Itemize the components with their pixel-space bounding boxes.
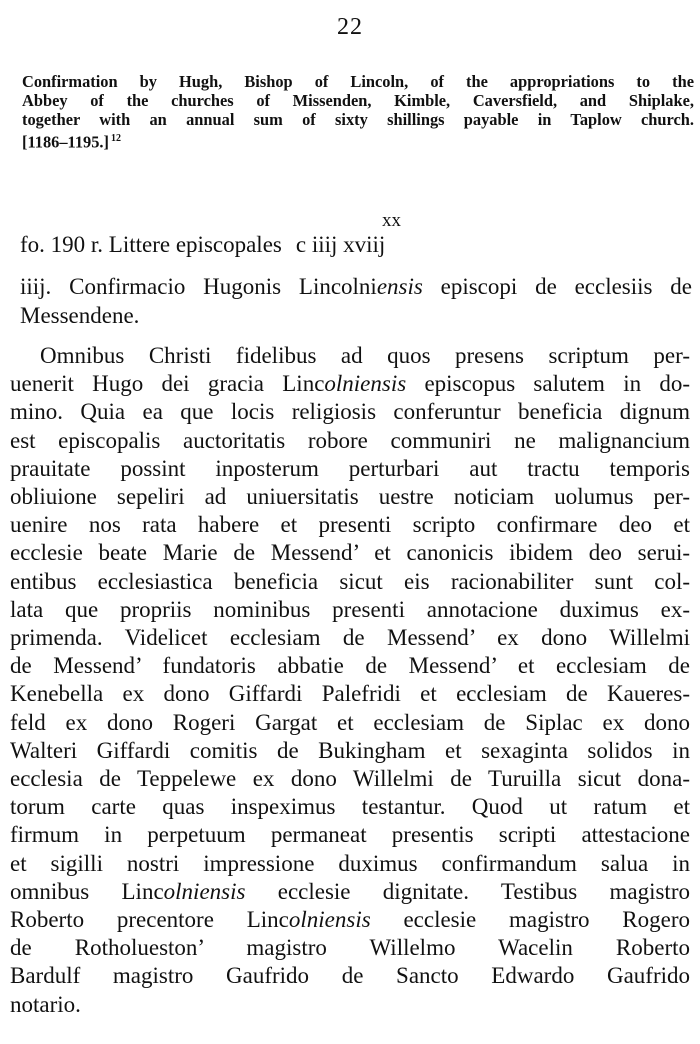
text-span: Roberto precentore Linc [10, 907, 289, 933]
heading-text: episcopi de ecclesiis de [422, 274, 692, 299]
text-span: uenerit Hugo dei gracia Linc [10, 371, 325, 397]
heading-text: iiij. Confirmacio Hugonis Lincolni [20, 274, 377, 299]
footnote-reference: 12 [110, 133, 121, 144]
text-line: Kenebella ex dono Giffardi Palefridi et ecclesiam de Kaueres- [10, 681, 690, 707]
text-line: uenire nos rata habere et presenti scripto confirmare deo et [10, 512, 690, 538]
text-italic: olniensis [324, 371, 407, 397]
text-line: ecclesie beate Marie de Messend’ et canonicis ibidem deo serui- [10, 540, 690, 566]
text-line: de Rotholueston’ magistro Willelmo Wacelin Roberto [10, 935, 690, 961]
text-line [10, 906, 690, 934]
text-line: Walteri Giffardi comitis de Bukingham et sexaginta solidos in [10, 737, 690, 763]
text-span: episcopus salutem in do- [406, 371, 690, 397]
text-line: primenda. Videlicet ecclesiam de Messend’ ex dono Willelmi [10, 625, 690, 651]
text-line: ecclesia de Teppelewe ex dono Willelmi de Turuilla sicut dona- [10, 766, 690, 792]
charter-summary [22, 72, 694, 151]
summary-line: Abbey of the churches of Missenden, Kimble, Caversfield, and Shiplake, [22, 91, 694, 110]
summary-line: together with an annual sum of sixty shillings payable in Taplow church. [22, 110, 694, 129]
page-number: 22 [337, 14, 363, 40]
folio-reference [20, 232, 385, 258]
heading-italic: ensis [376, 274, 423, 299]
text-italic: olniensis [163, 878, 246, 904]
text-line: torum carte quas inspeximus testantur. Quod ut ratum et [10, 794, 690, 820]
folio-label: fo. 190 r. Littere episcopales [20, 232, 282, 257]
text-line: de Messend’ fundatoris abbatie de Messend’ et ecclesiam de [10, 653, 690, 679]
text-span: ecclesie dignitate. Testibus magistro [245, 878, 690, 904]
text-span: ecclesie magistro Rogero [370, 907, 690, 933]
text-line: et sigilli nostri impressione duximus confirmandum salua in [10, 850, 690, 876]
text-line: prauitate possint inposterum perturbari aut tractu temporis [10, 455, 690, 481]
text-line: lata que propriis nominibus presenti annotacione duximus ex- [10, 596, 690, 622]
charter-heading [20, 272, 692, 330]
text-italic: olniensis [288, 907, 371, 933]
text-line: firmum in perpetuum permaneat presentis scripti attestacione [10, 822, 690, 848]
folio-numeral: c iiij xviij [295, 232, 386, 257]
text-line: mino. Quia ea que locis religiosis conferuntur beneficia dignum [10, 399, 690, 425]
text-line [10, 370, 690, 398]
text-line: obliuione sepeliri ad uniuersitatis uestre noticiam uolumus per- [10, 484, 690, 510]
text-line: notario. [10, 991, 81, 1017]
text-line: entibus ecclesiastica beneficia sicut eis racionabiliter sunt col- [10, 568, 690, 594]
charter-text [10, 342, 690, 1019]
text-line: Bardulf magistro Gaufrido de Sancto Edwardo Gaufrido [10, 963, 690, 989]
date-range: [1186–1195.] [22, 132, 109, 152]
text-line [10, 878, 690, 906]
text-span: omnibus Linc [10, 878, 164, 904]
text-line: Omnibus Christi fidelibus ad quos presens scriptum per- [40, 343, 690, 368]
folio-numeral-superscript: xx [382, 210, 401, 231]
heading-line: Messendene. [20, 303, 140, 328]
summary-line: Confirmation by Hugh, Bishop of Lincoln, of the appropriations to the [22, 72, 694, 91]
text-line: est episcopalis auctoritatis robore communiri ne malignancium [10, 427, 690, 453]
summary-line [22, 129, 694, 151]
heading-line [20, 272, 692, 301]
text-line: feld ex dono Rogeri Gargat et ecclesiam de Siplac ex dono [10, 709, 690, 735]
